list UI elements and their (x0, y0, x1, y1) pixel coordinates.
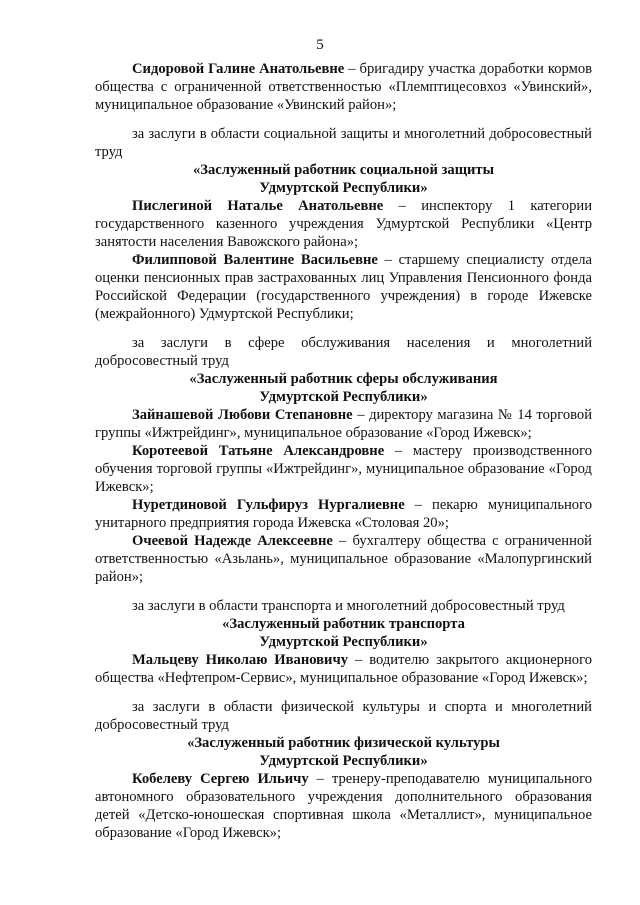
recipient-name: Пислегиной Наталье Анатольевне (132, 198, 384, 214)
award-title: «Заслуженный работник транспорта (222, 616, 465, 632)
recipient-description: – старшему специалисту отдела оценки пенсионных прав застрахованных лиц Управления Пенсионного фонда Российской Федерации (государственного учреждения) в городе Ижевске (межрайонного) Удмуртской Республики; (95, 252, 592, 322)
award-entry (95, 651, 592, 687)
recipient-description: – водителю закрытого акционерного общества «Нефтепром-Сервис», муниципальное образование «Город Ижевск»; (95, 652, 593, 686)
award-entry (95, 770, 592, 842)
recipient-description: – бригадиру участка доработки кормов общества с ограниченной ответственностью «Племптицесовхоз «Увинский», муниципальное образование «Увинский район»; (95, 61, 593, 113)
award-title-region: Удмуртской Республики» (259, 389, 428, 405)
recipient-name: Коротеевой Татьяне Александровне (132, 443, 385, 459)
award-title-region: Удмуртской Республики» (259, 634, 428, 650)
award-entry (95, 496, 592, 532)
document-body (95, 60, 592, 842)
recipient-description: – директору магазина № 14 торговой группы «Ижтрейдинг», муниципальное образование «Город Ижевск»; (95, 407, 593, 441)
recipient-name: Мальцеву Николаю Ивановичу (132, 652, 348, 668)
recipient-name: Очеевой Надежде Алексеевне (132, 533, 333, 549)
page-number: 5 (316, 37, 324, 53)
award-entry (95, 532, 592, 586)
recipient-name: Зайнашевой Любови Степановне (132, 407, 353, 423)
recipient-description: – мастеру производственного обучения торговой группы «Ижтрейдинг», муниципальное образование «Город Ижевск»; (95, 443, 592, 495)
merit-line: за заслуги в сфере обслуживания населения и многолетний добросовестный труд (95, 335, 592, 369)
award-title-region: Удмуртской Республики» (259, 753, 428, 769)
award-title: «Заслуженный работник сферы обслуживания (189, 371, 498, 387)
merit-line: за заслуги в области физической культуры и спорта и многолетний добросовестный труд (95, 699, 592, 733)
award-entry (95, 60, 592, 114)
recipient-description: – бухгалтеру общества с ограниченной ответственностью «Азьлань», муниципальное образование «Малопургинский район»; (95, 533, 592, 585)
recipient-name: Филипповой Валентине Васильевне (132, 252, 378, 268)
award-entry (95, 251, 592, 323)
recipient-description: – тренеру-преподавателю муниципального автономного образовательного учреждения дополнительного образования детей «Детско-юношеская спортивная школа «Металлист», муниципальное образование «Город Ижевск»; (95, 771, 592, 841)
award-entry (95, 442, 592, 496)
recipient-name: Кобелеву Сергею Ильичу (132, 771, 309, 787)
award-title-region: Удмуртской Республики» (259, 180, 428, 196)
award-title: «Заслуженный работник физической культуры (187, 735, 500, 751)
recipient-description: – инспектору 1 категории государственного казенного учреждения Удмуртской Республики «Центр занятости населения Вавожского района»; (95, 198, 593, 250)
award-title: «Заслуженный работник социальной защиты (192, 162, 494, 178)
award-entry (95, 197, 592, 251)
recipient-name: Нуретдиновой Гульфируз Нургалиевне (132, 497, 405, 513)
recipient-description: – пекарю муниципального унитарного предприятия города Ижевска «Столовая 20»; (95, 497, 593, 531)
award-entry (95, 406, 592, 442)
merit-line: за заслуги в области транспорта и многолетний добросовестный труд (132, 598, 565, 614)
recipient-name: Сидоровой Галине Анатольевне (132, 61, 345, 77)
merit-line: за заслуги в области социальной защиты и многолетний добросовестный труд (95, 126, 592, 160)
